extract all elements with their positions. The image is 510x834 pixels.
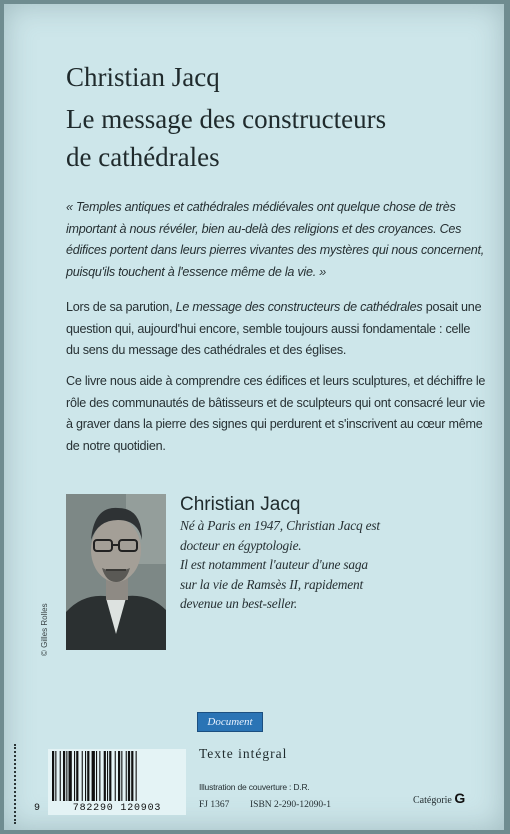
barcode-bar xyxy=(136,751,137,801)
barcode-bar xyxy=(52,751,54,801)
document-badge: Document xyxy=(197,712,263,732)
author-photo xyxy=(66,494,166,650)
bio-line: sur la vie de Ramsès II, rapidement xyxy=(180,576,364,592)
barcode-bar xyxy=(82,751,83,801)
barcode-bar xyxy=(55,751,56,801)
barcode-bar xyxy=(115,751,116,801)
blurb-paragraph-1 xyxy=(66,297,486,362)
para1-tail: posait une question qui, aujourd'hui encore, semble toujours aussi fondamentale : celle du sens du message des cathédrales et des églises. xyxy=(66,300,482,357)
author-name: Christian Jacq xyxy=(180,494,301,515)
texte-integral-label: Texte intégral xyxy=(199,746,288,761)
barcode-bar xyxy=(74,751,75,801)
category-value: G xyxy=(454,790,466,806)
barcode-bar xyxy=(69,751,72,801)
category-word: Catégorie xyxy=(413,795,452,806)
barcode-bar xyxy=(121,751,122,801)
barcode-bar xyxy=(92,751,95,801)
category-label xyxy=(413,790,465,806)
photo-credit: © Gilles Rolles xyxy=(40,603,49,656)
book-back-cover xyxy=(4,4,504,830)
barcode-bar xyxy=(87,751,89,801)
fj-code: FJ 1367 xyxy=(199,800,230,810)
barcode-icon xyxy=(48,749,186,803)
author-heading: Christian Jacq xyxy=(66,62,220,92)
bio-line: Il est notamment l'auteur d'une saga xyxy=(180,557,368,572)
isbn-number: ISBN 2-290-12090-1 xyxy=(250,800,332,810)
book-title-line-1: Le message des constructeurs xyxy=(66,104,387,134)
bio-line: Né à Paris en 1947, Christian Jacq est xyxy=(180,518,380,533)
para1-lead: Lors de sa parution, xyxy=(66,300,176,314)
barcode-bar xyxy=(76,751,78,801)
barcode-bar xyxy=(109,751,111,801)
bio-line: devenue un best-seller. xyxy=(180,596,297,611)
barcode-bar xyxy=(63,751,65,801)
barcode-digits: 782290 120903 xyxy=(72,803,162,814)
blurb-quote: « Temples antiques et cathédrales médiévales ont quelque chose de très important à nous révéler, bien au-delà des religions et des croyances. Ces édifices portent dans leurs pierres vivantes des mystères qui nous concernent, puisqu'ils touchent à l'essence même de la vie. » xyxy=(66,200,485,279)
barcode-bar xyxy=(85,751,86,801)
blurb-paragraph-2: Ce livre nous aide à comprendre ces édifices et leurs sculptures, et déchiffre le rôle des communautés de bâtisseurs et de sculpteurs qui ont consacré leur vie à graver dans la pierre des signes qui perdurent et s'inscrivent au cœur même de notre quotidien. xyxy=(66,374,486,453)
author-bio xyxy=(180,516,480,614)
author-portrait-icon xyxy=(66,494,166,650)
barcode-bar xyxy=(107,751,108,801)
barcode-bar xyxy=(118,751,120,801)
bio-line: docteur en égyptologie. xyxy=(180,537,302,553)
barcode-bar xyxy=(128,751,130,801)
cut-guide-dotted-line xyxy=(14,744,24,824)
barcode xyxy=(48,749,186,815)
illustration-credit: Illustration de couverture : D.R. xyxy=(199,782,310,792)
book-title xyxy=(66,100,486,176)
barcode-bar xyxy=(99,751,100,801)
para1-book-title: Le message des constructeurs de cathédrales xyxy=(175,300,423,314)
barcode-bar xyxy=(96,751,97,801)
barcode-lead-digit: 9 xyxy=(34,803,41,814)
barcode-bar xyxy=(104,751,106,801)
barcode-bar xyxy=(66,751,67,801)
book-title-line-2: de cathédrales xyxy=(66,142,220,172)
barcode-bar xyxy=(60,751,61,801)
barcode-bar xyxy=(131,751,133,801)
barcode-bar xyxy=(126,751,127,801)
